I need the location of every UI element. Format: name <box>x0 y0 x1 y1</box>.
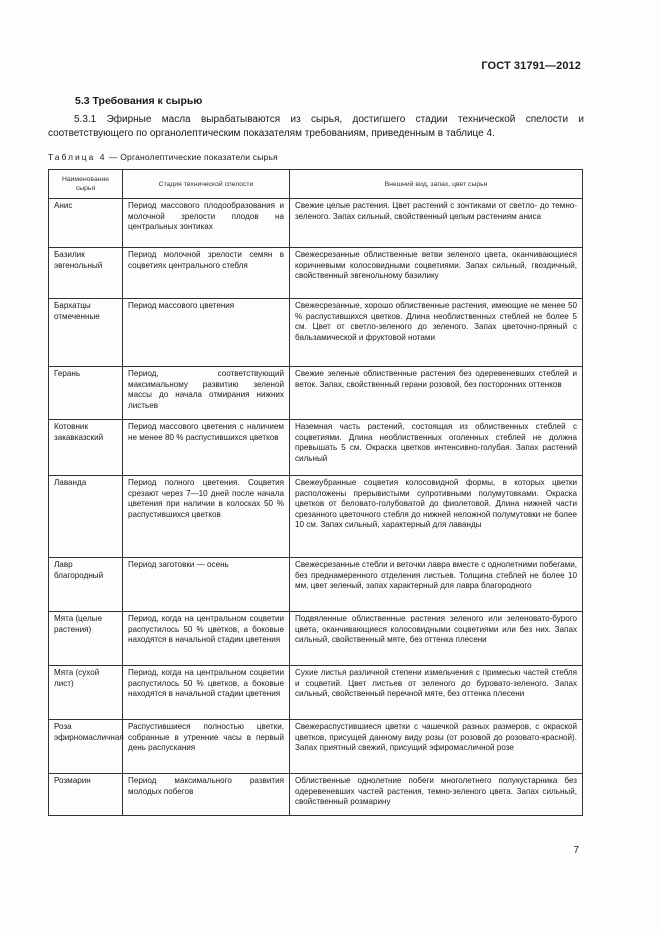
cell-name: Лавр благородный <box>49 558 123 612</box>
table-row <box>49 774 583 816</box>
table-caption-label: Таблица 4 <box>48 152 107 162</box>
cell-description: Свежие зеленые облиственные растения без одеревеневших стеблей и веток. Запах, свойственный герани розовой, без посторонних оттенков <box>290 367 583 420</box>
cell-stage: Период максимального развития молодых побегов <box>123 774 290 816</box>
document-code: ГОСТ 31791—2012 <box>481 60 581 72</box>
cell-description: Свежеубранные соцветия колосовидной формы, в которых цветки расположены прерывистыми супротивными полумутовками. Окраска цветков от беловато-голубоватой до фиолетовой. Длина нижней части срезанного цветочного стебля до нижней неложной полумутовки не более 10 см. Запах сильный, характерный для лаванды <box>290 476 583 558</box>
cell-stage: Период, когда на центральном соцветии распустилось 50 % цветков, а боковые находятся в начальной стадии цветения <box>123 612 290 666</box>
cell-stage: Период массового цветения с наличием не менее 80 % распустившихся цветков <box>123 420 290 476</box>
cell-description: Свежие целые растения. Цвет растений с зонтиками от светло- до темно-зеленого. Запах сильный, свойственный целым растениям аниса <box>290 199 583 248</box>
section-title: 5.3 Требования к сырью <box>75 95 203 107</box>
cell-description: Наземная часть растений, состоящая из облиственных стеблей с соцветиями. Длина необлиственных оголенных стеблей не должна превышать 5 см. Окраска цветков интенсивно-голубая. Запах растений сильный <box>290 420 583 476</box>
cell-name: Герань <box>49 367 123 420</box>
table-row <box>49 612 583 666</box>
cell-name: Базилик эвгенольный <box>49 248 123 299</box>
cell-name: Лаванда <box>49 476 123 558</box>
cell-name: Котовник закавказский <box>49 420 123 476</box>
cell-name: Мята (целые растения) <box>49 612 123 666</box>
cell-name: Мята (сухой лист) <box>49 666 123 720</box>
header-description: Внешний вид, запах, цвет сырья <box>290 170 583 199</box>
cell-stage: Распустившиеся полностью цветки, собранные в утренние часы в первый день распускания <box>123 720 290 774</box>
cell-description: Свежесрезанные, хорошо облиственные растения, имеющие не менее 50 % распустившихся цветков. Длина необлиственных стеблей не более 5 см. Цвет от светло-зеленого до зеленого. Запах цветочно-пряный с бальзамической и фруктовой нотами <box>290 299 583 367</box>
cell-stage: Период, соответствующий максимальному развитию зеленой массы до начала отмирания нижних листьев <box>123 367 290 420</box>
cell-description: Свежераспустившиеся цветки с чашечкой разных размеров, с окраской цветков, присущей данному виду розы (от розовой до розовато-красной). Запах приятный свежий, присущий эфиромасличной розе <box>290 720 583 774</box>
cell-description: Облиственные однолетние побеги многолетнего полукустарника без одеревеневших частей растения, темно-зеленого цвета. Запах сильный, свойственный розмарину <box>290 774 583 816</box>
cell-stage: Период, когда на центральном соцветии распустилось 50 % цветков, а боковые находятся в начальной стадии цветения <box>123 666 290 720</box>
cell-description: Свежесрезанные облиственные ветви зеленого цвета, оканчивающиеся коричневыми колосовидными соцветиями. Запах сильный, гвоздичный, свойственный эвгенольному базилику <box>290 248 583 299</box>
table-row <box>49 666 583 720</box>
cell-name: Анис <box>49 199 123 248</box>
table-row <box>49 199 583 248</box>
cell-name: Бархатцы отмеченные <box>49 299 123 367</box>
cell-stage: Период молочной зрелости семян в соцветиях центрального стебля <box>123 248 290 299</box>
page-number: 7 <box>573 845 579 856</box>
table-header-row <box>49 170 583 199</box>
cell-name: Розмарин <box>49 774 123 816</box>
table-caption-text: — Органолептические показатели сырья <box>106 152 278 162</box>
cell-stage: Период заготовки — осень <box>123 558 290 612</box>
table-caption <box>48 152 278 162</box>
table-row <box>49 248 583 299</box>
header-name: Наименование сырья <box>49 170 123 199</box>
cell-description: Сухие листья различной степени измельчения с примесью частей стебля и соцветий. Цвет листьев от зеленого до буровато-зеленого. Запах сильный, свойственный перечной мяте, без оттенка плесени <box>290 666 583 720</box>
header-stage: Стадия технической спелости <box>123 170 290 199</box>
body-paragraph: 5.3.1 Эфирные масла вырабатываются из сырья, достигшего стадии технической спелости и соответствующего по органолептическим показателям требованиям, приведенным в таблице 4. <box>48 114 584 139</box>
table-row <box>49 720 583 774</box>
raw-materials-table <box>48 169 583 816</box>
cell-description: Свежесрезанные стебли и веточки лавра вместе с однолетними побегами, без преднамеренного отделения листьев. Толщина стеблей не более 10 мм, цвет зеленый, запах характерный для лавра благородного <box>290 558 583 612</box>
cell-stage: Период массового цветения <box>123 299 290 367</box>
table-row <box>49 476 583 558</box>
table-row <box>49 299 583 367</box>
cell-name: Роза эфирномасличная <box>49 720 123 774</box>
table-row <box>49 367 583 420</box>
table-row <box>49 420 583 476</box>
table-row <box>49 558 583 612</box>
cell-stage: Период массового плодообразования и молочной зрелости плодов на центральных зонтиках <box>123 199 290 248</box>
cell-stage: Период полного цветения. Соцветия срезают через 7—10 дней после начала цветения при наличии в колосках 50 % распустившихся цветков <box>123 476 290 558</box>
cell-description: Подвяленные облиственные растения зеленого или зеленовато-бурого цвета, оканчивающиеся колосовидными соцветиями или без них. Запах сильный, свойственный мяте, без оттенка плесени <box>290 612 583 666</box>
